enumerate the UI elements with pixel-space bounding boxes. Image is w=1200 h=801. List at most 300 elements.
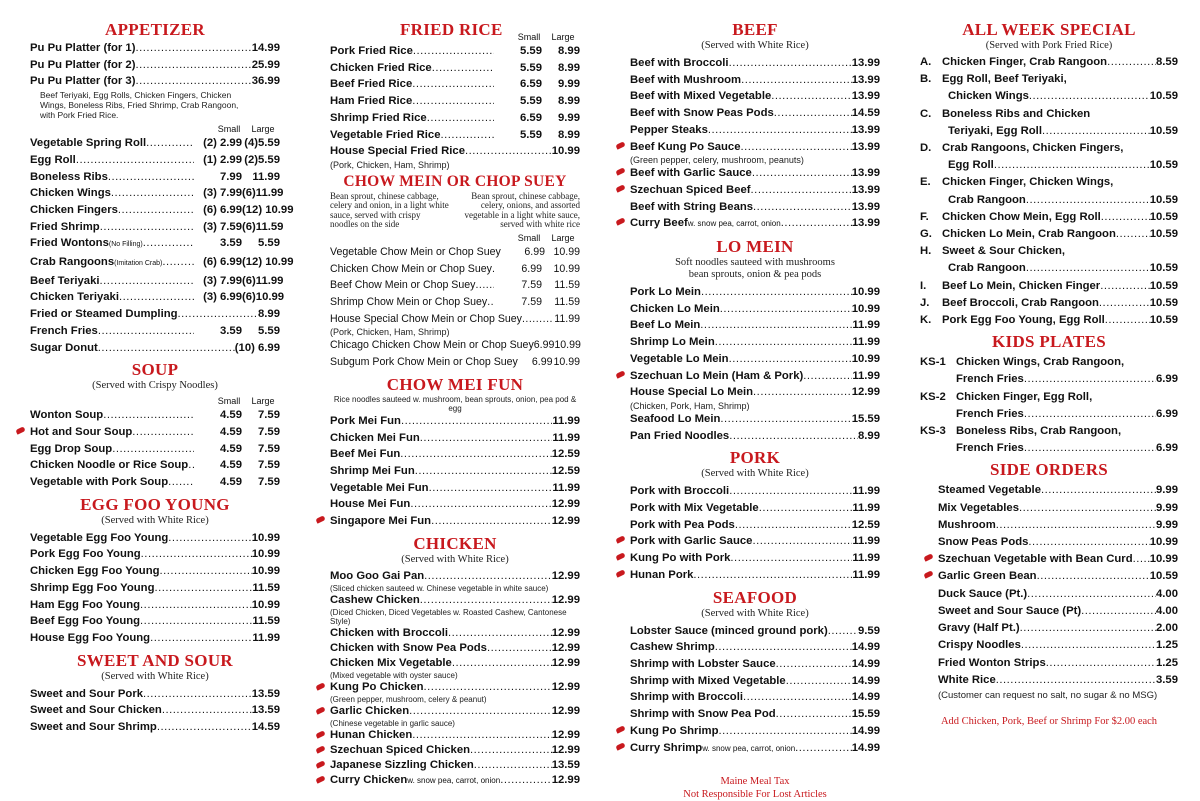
menu-item <box>30 719 280 736</box>
dot-leader <box>424 569 552 584</box>
dot-leader <box>828 623 858 640</box>
menu-item-name: Pu Pu Platter (for 3) <box>30 75 136 88</box>
menu-item-price-large: 10.99 <box>554 339 581 352</box>
menu-item-name: Snow Peas Pods <box>938 536 1029 549</box>
menu-item-name: Chicken Chow Mein or Chop Suey <box>330 262 492 275</box>
dot-leader <box>743 689 852 706</box>
chili-pepper-icon <box>616 571 626 577</box>
dot-leader <box>178 306 258 323</box>
menu-item <box>30 530 280 547</box>
special-item-label: G. <box>920 228 932 241</box>
menu-item-name: Vegetable Chow Mein or Chop Suey <box>330 245 501 258</box>
menu-item-price: 14.99 <box>851 691 880 704</box>
dot-leader <box>475 277 494 294</box>
special-item-line1: Boneless Ribs, Crab Rangoon, <box>956 425 1122 438</box>
dot-leader <box>741 72 852 89</box>
menu-item <box>330 143 580 160</box>
dot-leader <box>432 60 494 77</box>
chili-pepper-icon <box>316 708 326 714</box>
menu-item-note: (Green pepper, mushroom, celery & peanut) <box>330 694 487 704</box>
menu-item-price-small: 6.99 <box>531 356 553 369</box>
menu-item <box>330 743 580 758</box>
menu-item-name: Steamed Vegetable <box>938 484 1041 497</box>
menu-item-price: 4.00 <box>1156 587 1178 600</box>
chili-pepper-icon <box>616 744 626 750</box>
dot-leader <box>431 513 552 530</box>
dot-leader <box>424 680 552 695</box>
special-item-price: 10.59 <box>1149 193 1178 206</box>
chili-pepper-icon <box>316 777 326 783</box>
menu-item-price-large: 8.99 <box>558 95 580 108</box>
section-title-appetizer: APPETIZER <box>105 20 205 39</box>
dot-leader <box>740 139 851 156</box>
menu-item <box>330 728 580 743</box>
chili-pepper-icon <box>16 428 26 434</box>
menu-item-price: 9.59 <box>858 624 880 637</box>
special-item-price: 10.59 <box>1149 262 1178 275</box>
section-subtitle-pork: (Served with White Rice) <box>701 468 809 480</box>
menu-item <box>30 424 280 441</box>
menu-item <box>330 704 580 719</box>
menu-item <box>330 311 580 328</box>
menu-item-price: 12.59 <box>551 448 580 461</box>
menu-item-price: 8.99 <box>858 429 880 442</box>
menu-item-price: (10) 6.99 <box>234 341 280 354</box>
chili-pepper-icon <box>616 537 626 543</box>
menu-item-name: Shrimp Egg Foo Young <box>30 581 155 594</box>
menu-item-price-large: 11.59 <box>554 296 580 309</box>
menu-item-note: (Sliced chicken sauteed w. Chinese vegetable in white sauce) <box>330 583 549 593</box>
dot-leader <box>143 686 252 703</box>
menu-item-name: House Mei Fun <box>330 498 411 511</box>
menu-item-price: 11.99 <box>252 631 280 644</box>
menu-item <box>30 474 280 491</box>
section-title-all-week-special: ALL WEEK SPECIAL <box>962 20 1136 39</box>
menu-item-name: Kung Po Shrimp <box>630 724 719 737</box>
menu-item-price: 11.99 <box>852 552 880 565</box>
section-title-egg-foo-young: EGG FOO YOUNG <box>80 494 230 514</box>
menu-item-name: Szechuan Spiced Chicken <box>330 743 470 756</box>
dot-leader <box>729 483 852 500</box>
menu-item-name: Beef Chow Mein or Chop Suey <box>330 279 476 292</box>
special-item-line2: Chicken Wings <box>948 90 1029 103</box>
special-item-price: 6.99 <box>1156 373 1178 386</box>
dot-leader <box>752 165 852 182</box>
menu-item-price-large: 8.99 <box>558 128 580 141</box>
menu-item-name: Vegetable with Pork Soup <box>30 476 169 489</box>
menu-item <box>30 152 280 169</box>
menu-item-price: 13.99 <box>851 217 880 230</box>
section-title-beef: BEEF <box>732 20 778 39</box>
menu-item <box>630 199 880 216</box>
special-item-line1: Chicken Chow Mein, Egg Roll <box>942 210 1101 223</box>
menu-item-price: 10.99 <box>251 531 280 544</box>
menu-item-price-large: (6)11.99 <box>242 187 284 200</box>
section-subtitle-chicken: (Served with White Rice) <box>401 553 509 565</box>
menu-item-name: Sugar Donut <box>30 341 98 354</box>
size-label-large: Large <box>551 232 575 243</box>
chili-pepper-icon <box>616 169 626 175</box>
section-title-soup: SOUP <box>131 360 179 380</box>
dot-leader <box>487 294 494 311</box>
menu-item-price: 11.59 <box>252 615 280 628</box>
menu-column-1 <box>30 0 294 776</box>
section-title-chow-mei-fun: CHOW MEI FUN <box>386 374 524 394</box>
menu-item-price: 12.99 <box>851 386 880 399</box>
special-item-price: 10.59 <box>1149 124 1178 137</box>
size-label-small: Small <box>217 396 241 407</box>
special-item-price: 8.59 <box>1156 56 1178 68</box>
menu-item <box>330 656 580 671</box>
special-item-line1: Beef Broccoli, Crab Rangoon <box>942 296 1099 309</box>
menu-item-name: Curry Shrimp <box>630 741 703 754</box>
menu-item <box>630 428 880 445</box>
menu-item-name: Szechuan Lo Mein (Ham & Pork) <box>630 369 804 382</box>
menu-item-name: Beef Teriyaki <box>30 274 100 287</box>
menu-item-price-large: 10.99 <box>553 245 580 258</box>
menu-item <box>630 567 880 584</box>
special-item-cont <box>920 88 1178 105</box>
section-subtitle-beef: (Served with White Rice) <box>701 40 809 51</box>
menu-item-price: 12.99 <box>551 641 580 654</box>
dot-leader <box>112 441 194 458</box>
chili-pepper-icon <box>316 732 326 738</box>
menu-item-price: 10.99 <box>851 286 880 299</box>
menu-item <box>30 135 280 152</box>
dot-leader <box>413 43 494 60</box>
menu-item-price-large: (6)11.99 <box>242 274 284 287</box>
footer-add-protein: Add Chicken, Pork, Beef or Shrimp For $2.00 each <box>940 715 1158 727</box>
menu-item-name: Chicken Fingers <box>30 203 118 216</box>
dot-leader <box>427 110 494 127</box>
dot-leader <box>1024 371 1156 388</box>
dot-leader <box>752 533 852 550</box>
menu-item <box>330 641 580 656</box>
menu-item-name: White Rice <box>938 673 996 686</box>
menu-item-note: (Mixed vegetable with oyster sauce) <box>330 670 458 680</box>
menu-item <box>630 301 880 318</box>
menu-item <box>938 517 1178 534</box>
menu-item <box>30 202 294 219</box>
menu-item-price-small: 3.59 <box>220 237 242 250</box>
special-item-price: 10.59 <box>1149 210 1178 223</box>
special-item-cont <box>920 406 1178 423</box>
size-header <box>30 124 280 135</box>
menu-item <box>630 411 880 428</box>
menu-item <box>330 60 580 77</box>
menu-item <box>630 623 880 640</box>
menu-item-name: Pork Egg Foo Young <box>30 548 141 561</box>
menu-item-name: Beef with Mixed Vegetable <box>630 90 772 103</box>
dot-leader <box>146 135 194 152</box>
menu-item-price: 1.25 <box>1156 656 1178 669</box>
dot-leader <box>410 496 551 513</box>
menu-item-name: Pork Lo Mein <box>630 286 701 299</box>
menu-item <box>938 620 1178 637</box>
menu-item-price: 13.99 <box>851 123 880 136</box>
footer-meal-tax: Maine Meal Tax <box>720 776 790 788</box>
dot-leader <box>774 105 852 122</box>
special-item-price: 10.59 <box>1149 90 1178 103</box>
menu-item-name: Kung Po Chicken <box>330 680 424 693</box>
menu-item-name: Pork Mei Fun <box>330 414 401 427</box>
menu-item-name: Vegetable Lo Mein <box>630 352 729 365</box>
special-item-line2: Crab Rangoon <box>948 262 1026 275</box>
special-item <box>920 209 1178 226</box>
side-orders-list <box>920 480 1178 688</box>
dot-leader <box>412 76 494 93</box>
dot-leader <box>76 152 194 169</box>
dot-leader <box>400 446 551 463</box>
menu-item <box>330 463 580 480</box>
menu-item <box>30 273 284 290</box>
menu-item <box>30 441 280 458</box>
dot-leader <box>700 317 852 334</box>
special-item-cont <box>920 123 1178 140</box>
menu-item <box>630 334 880 351</box>
special-item-label: K. <box>920 314 932 327</box>
dot-leader <box>730 550 852 567</box>
menu-item-note: (Chicken, Pork, Ham, Shrimp) <box>630 400 750 411</box>
section-subtitle-lo-mein: Soft noodles sauteed with mushrooms bean sprouts, onion & pea pods <box>675 257 835 281</box>
special-item-cont <box>920 371 1178 388</box>
menu-item <box>938 551 1178 568</box>
section-title-pork: PORK <box>729 448 781 468</box>
menu-item <box>330 93 580 110</box>
menu-item-name: Boneless Ribs <box>30 170 108 183</box>
menu-item-name: Singapore Mei Fun <box>330 515 432 528</box>
menu-item-price-small: 5.59 <box>520 95 542 108</box>
dot-leader <box>1042 123 1150 140</box>
menu-item-name: Fried Wontons <box>30 237 109 250</box>
special-item-label: A. <box>920 56 932 68</box>
menu-item-name: Egg Drop Soup <box>30 442 113 455</box>
dot-leader <box>776 656 852 673</box>
menu-item-price: 14.99 <box>851 657 880 670</box>
dot-leader <box>132 424 194 441</box>
soup-list <box>30 392 280 491</box>
menu-item-price: 13.99 <box>851 90 880 103</box>
special-item-line2: Crab Rangoon <box>948 193 1026 206</box>
section-title-kids-plates: KIDS PLATES <box>992 332 1106 352</box>
dot-leader <box>168 530 251 547</box>
menu-item-price: 14.99 <box>851 724 880 737</box>
menu-item <box>938 568 1178 585</box>
special-item <box>920 278 1178 295</box>
menu-item-price: 12.99 <box>551 680 580 693</box>
menu-item-name: Beef Lo Mein <box>630 319 701 332</box>
dot-leader <box>751 182 852 199</box>
menu-item <box>630 317 880 334</box>
menu-item-price: 12.99 <box>551 728 580 741</box>
menu-item-name: Pork with Mix Vegetable <box>630 502 759 515</box>
menu-item <box>330 446 580 463</box>
menu-item-name: Shrimp with Lobster Sauce <box>630 657 776 670</box>
menu-item <box>30 340 280 357</box>
section-title-chow-mein: CHOW MEIN OR CHOP SUEY <box>343 172 567 190</box>
special-item-cont <box>920 157 1178 174</box>
special-item-label: B. <box>920 73 932 86</box>
menu-item-price-small: 4.59 <box>220 409 242 422</box>
menu-item <box>630 533 880 550</box>
menu-item-note: w. snow pea, carrot, onion <box>687 219 781 229</box>
menu-column-2 <box>330 0 581 786</box>
menu-item <box>330 76 580 93</box>
dot-leader <box>786 673 852 690</box>
special-item-line1: Egg Roll, Beef Teriyaki, <box>942 73 1067 86</box>
menu-item-note: (Diced Chicken, Diced Vegetables w. Roasted Cashew, Cantonese Style) <box>330 607 567 626</box>
dot-leader <box>729 351 852 368</box>
dot-leader <box>441 127 494 144</box>
dot-leader <box>1107 54 1156 71</box>
menu-item-name: Vegetable Spring Roll <box>30 137 147 150</box>
menu-item-price: 12.99 <box>551 569 580 582</box>
dot-leader <box>759 500 853 517</box>
menu-item <box>30 546 280 563</box>
dot-leader <box>1024 440 1156 457</box>
menu-item-name: Beef with Garlic Sauce <box>630 167 752 180</box>
menu-item <box>630 740 880 758</box>
menu-item-name: Shrimp with Snow Pea Pod <box>630 708 776 721</box>
menu-item-name: Pan Fried Noodles <box>630 429 730 442</box>
dot-leader <box>996 672 1156 689</box>
dot-leader <box>1019 500 1156 517</box>
special-item-price: 6.99 <box>1156 407 1178 420</box>
menu-item-price: 10.99 <box>251 598 280 611</box>
special-item-line1: Beef Lo Mein, Chicken Finger <box>942 279 1101 292</box>
dot-leader <box>1105 312 1150 329</box>
dot-leader <box>753 199 852 216</box>
menu-item-price: 11.59 <box>252 581 280 594</box>
menu-item-name: Beef Egg Foo Young <box>30 615 141 628</box>
special-item-line2: Teriyaki, Egg Roll <box>948 124 1042 137</box>
dot-leader <box>1041 482 1156 499</box>
size-header <box>330 233 580 244</box>
special-item-price: 10.59 <box>1149 296 1178 309</box>
menu-item-name: Szechuan Vegetable with Bean Curd <box>938 553 1133 566</box>
special-item-price: 10.59 <box>1149 159 1178 172</box>
size-label-large: Large <box>251 124 275 135</box>
special-item-label: H. <box>920 245 932 258</box>
dot-leader <box>776 706 852 723</box>
menu-item <box>30 702 280 719</box>
pork-list <box>630 480 880 583</box>
section-subtitle-sweet-sour: (Served with White Rice) <box>101 670 209 682</box>
dot-leader <box>522 311 554 328</box>
menu-item-price: 11.99 <box>852 502 880 515</box>
special-item-line1: Pork Egg Foo Young, Egg Roll <box>942 314 1105 327</box>
menu-item-name: Curry Beef <box>630 217 688 230</box>
menu-item-price: 14.99 <box>851 641 880 654</box>
dot-leader <box>412 93 494 110</box>
menu-item-name: Garlic Green Bean <box>938 570 1037 583</box>
special-item-label: C. <box>920 107 932 120</box>
menu-item-name: Beef Kung Po Sauce <box>630 140 741 153</box>
menu-item-name: Gravy (Half Pt.) <box>938 622 1020 635</box>
menu-item-price-small: 5.59 <box>520 128 542 141</box>
special-item-line1: Chicken Finger, Chicken Wings, <box>942 176 1114 189</box>
menu-item-name: Fried or Steamed Dumpling <box>30 308 178 321</box>
menu-item-name: Cashew Shrimp <box>630 641 715 654</box>
special-item-label: KS-3 <box>920 425 946 438</box>
menu-item-name: Vegetable Egg Foo Young <box>30 531 169 544</box>
special-item <box>920 312 1178 329</box>
menu-item-price: 14.99 <box>251 42 280 54</box>
menu-item-name: Vegetable Mei Fun <box>330 481 429 494</box>
menu-item-name: Beef with Snow Peas Pods <box>630 107 774 120</box>
menu-item-name: Mushroom <box>938 518 996 531</box>
menu-item-name: Ham Fried Rice <box>330 95 413 108</box>
menu-item-price-large: (12) 10.99 <box>242 256 294 269</box>
menu-item-price-small: (6) 6.99 <box>203 203 242 216</box>
menu-item <box>938 500 1178 517</box>
menu-item <box>938 603 1178 620</box>
menu-item-name: Chicken Egg Foo Young <box>30 565 160 578</box>
menu-item-price-small: 6.59 <box>520 78 542 91</box>
menu-item <box>30 254 294 273</box>
menu-item-name: Beef Fried Rice <box>330 78 413 91</box>
menu-item <box>938 672 1178 689</box>
menu-item-price-large: (12) 10.99 <box>242 203 294 216</box>
menu-item-price-small: (3) 6.99 <box>203 291 242 304</box>
dot-leader <box>98 323 194 340</box>
menu-item-name: Hot and Sour Soup <box>30 425 133 438</box>
menu-item-price-small: 5.59 <box>520 61 542 74</box>
menu-item <box>630 72 880 89</box>
menu-item <box>630 368 880 385</box>
menu-item <box>938 482 1178 499</box>
menu-item-name: Kung Po with Pork <box>630 552 731 565</box>
menu-item-name: Sweet and Sour Chicken <box>30 704 162 717</box>
dot-leader <box>119 289 194 306</box>
menu-item <box>630 689 880 706</box>
special-item <box>920 354 1178 371</box>
menu-item-price: 14.99 <box>851 674 880 687</box>
menu-item-price: 13.99 <box>851 167 880 180</box>
menu-item <box>630 139 880 156</box>
dot-leader <box>154 580 252 597</box>
dot-leader <box>135 40 251 57</box>
menu-item <box>630 55 880 72</box>
menu-item-name: Moo Goo Gai Pan <box>330 569 425 582</box>
size-header <box>30 396 280 407</box>
menu-item-name: Hunan Chicken <box>330 728 413 741</box>
menu-item-price: 25.99 <box>251 58 280 71</box>
menu-item-price-small: 5.59 <box>520 45 542 57</box>
menu-item-name: Shrimp with Mixed Vegetable <box>630 674 786 687</box>
size-label-small: Small <box>517 232 541 243</box>
special-item <box>920 140 1178 157</box>
dot-leader <box>1116 226 1150 243</box>
dot-leader <box>1133 551 1150 568</box>
dot-leader <box>420 430 553 447</box>
menu-item-price: 12.99 <box>551 593 580 606</box>
menu-item-name: Chicken with Snow Pea Pods <box>330 641 487 654</box>
menu-item-price-small: 7.99 <box>220 170 242 183</box>
chili-pepper-icon <box>616 143 626 149</box>
menu-item <box>630 351 880 368</box>
menu-item <box>30 306 280 323</box>
menu-item-name: House Special Lo Mein <box>630 386 754 399</box>
menu-item-name: Chicken Noodle or Rice Soup <box>30 459 189 472</box>
menu-item-price: 10.59 <box>1149 570 1178 583</box>
chow-mei-fun-list <box>330 413 580 530</box>
special-item-price: 10.59 <box>1149 279 1178 292</box>
menu-item-price: 10.99 <box>1149 536 1178 549</box>
dot-leader <box>1028 534 1149 551</box>
menu-item-name: Garlic Chicken <box>330 704 410 717</box>
menu-item-price-large: 7.59 <box>258 442 280 455</box>
